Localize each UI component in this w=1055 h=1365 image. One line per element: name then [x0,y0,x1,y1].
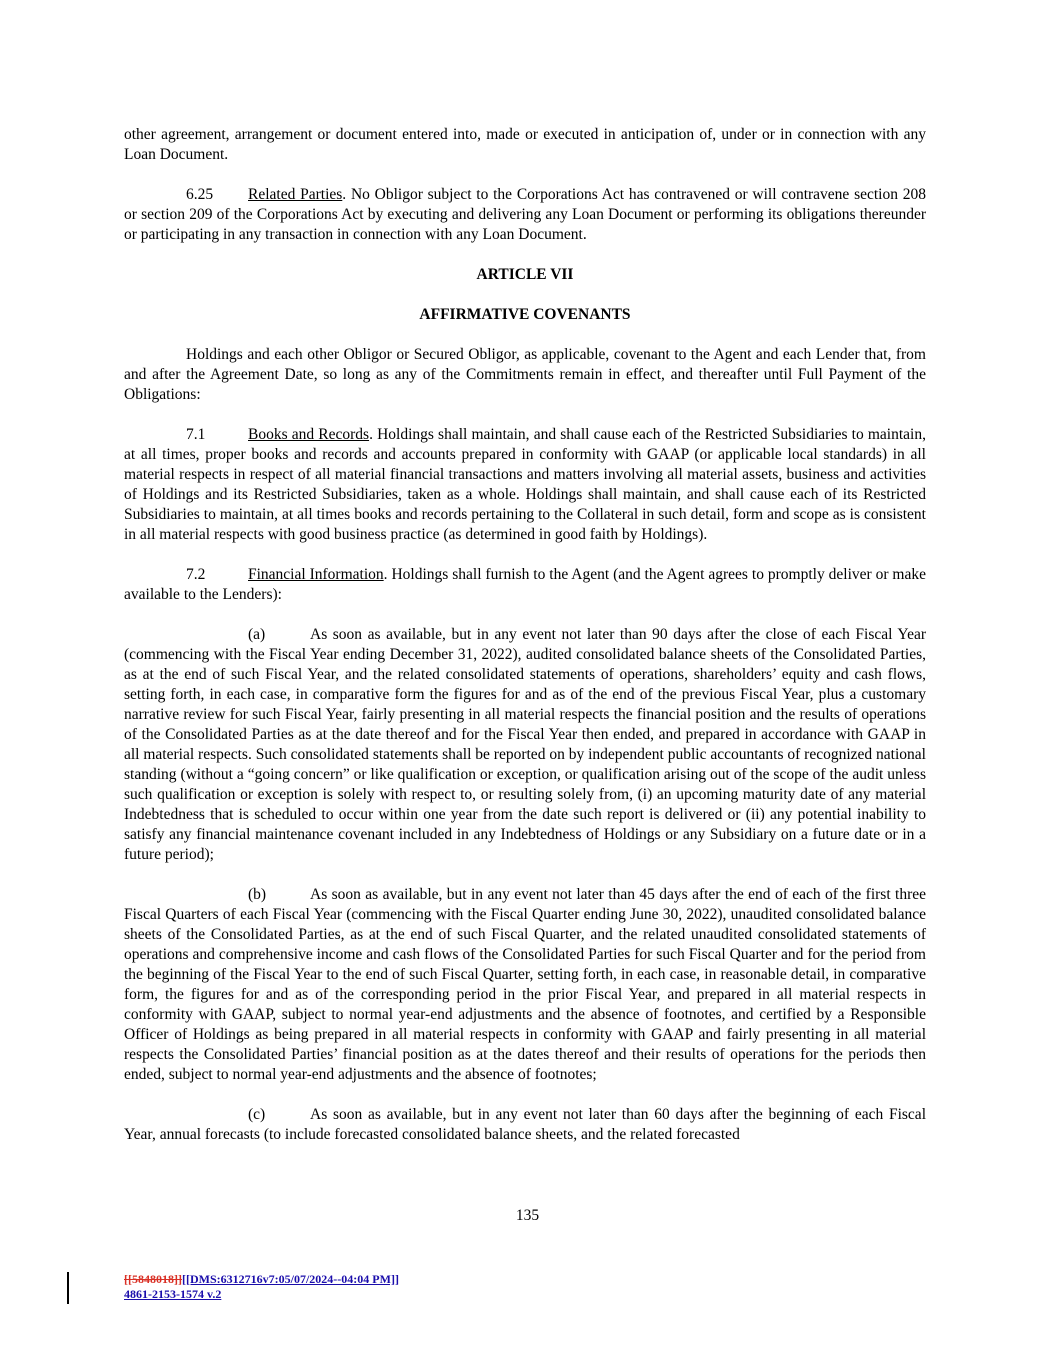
clause-label: (b) [248,886,267,903]
section-number: 7.2 [186,566,206,583]
article-intro: Holdings and each other Obligor or Secured Obligor, as applicable, covenant to the Agent and each Lender that, from and after the Agreement Date, so long as any of the Commitments remain in effect, and thereafter until Full Payment of the Obligations: [124,346,926,403]
section-text: . No Obligor subject to the Corporations Act has contravened or will contravene section 208 or section 209 of the Corporations Act by executing and delivering any Loan Document or performing its obligations thereunder or participating in any transaction in connection with any Loan Document. [124,186,926,243]
article-title: AFFIRMATIVE COVENANTS [419,306,631,323]
page-number: 135 [515,1207,540,1224]
section-7-1 [124,425,926,545]
section-text: . Holdings shall furnish to the Agent (and the Agent agrees to promptly deliver or make available to the Lenders): [124,566,927,603]
deleted-ref: [[5848018]] [124,1272,182,1286]
section-6-25 [124,185,926,245]
clause-label: (c) [248,1106,266,1123]
section-heading: Related Parties [248,186,343,203]
paragraph-continuation: other agreement, arrangement or document entered into, made or executed in anticipation of, under or in connection with any Loan Document. [124,126,926,163]
footer-ref-line [124,1272,399,1287]
clause-text: As soon as available, but in any event not later than 45 days after the end of each of the first three Fiscal Quarters of each Fiscal Year (commencing with the Fiscal Quarter ending June 30, 2022), unaudited consolidated balance sheets of the Consolidated Parties, as at the end of such Fiscal Quarter, and the related unaudited consolidated statements of operations and comprehensive income and cash flows of the Consolidated Parties for such Fiscal Quarter and for the period from the beginning of the Fiscal Year to the end of such Fiscal Quarter, setting forth, in each case, in reasonable detail, in comparative form, the figures for and as of the corresponding period in the prior Fiscal Year, and prepared in all material respects in conformity with GAAP, subject to normal year-end adjustments and the absence of footnotes, and certified by a Responsible Officer of Holdings as being prepared in all material respects in conformity with GAAP and fairly presenting in all material respects the Consolidated Parties’ financial position as at the dates thereof and their results of operations for the periods then ended, subject to normal year-end adjustments and the absence of footnotes; [124,886,926,1083]
clause-text: As soon as available, but in any event not later than 60 days after the beginning of each Fiscal Year, annual forecasts (to include forecasted consolidated balance sheets, and the related forecasted [124,1106,926,1143]
clause-a [124,625,926,865]
section-heading: Financial Information [248,566,384,583]
document-body [124,125,926,1145]
inserted-ref: [[DMS:6312716v7:05/07/2024--04:04 PM]] [181,1272,399,1286]
section-number: 6.25 [186,186,214,203]
change-bar [67,1272,69,1304]
section-text: . Holdings shall maintain, and shall cause each of the Restricted Subsidiaries to maintain, at all times, proper books and records and accounts prepared in conformity with GAAP (or applicable local standards) in all material respects in respect of all material financial transactions and matters involving all material assets, business and activities of Holdings and its Restricted Subsidiaries, taken as a whole. Holdings shall maintain, and shall cause each of its Restricted Subsidiaries to maintain, at all times books and records pertaining to the Collateral in such detail, form and scope as is consistent in all material respects with good business practice (as determined in good faith by Holdings). [124,426,926,543]
clause-b [124,885,926,1085]
article-number: ARTICLE VII [476,266,574,283]
clause-text: As soon as available, but in any event not later than 90 days after the close of each Fiscal Year (commencing with the Fiscal Year ending December 31, 2022), audited consolidated balance sheets of the Consolidated Parties, as at the end of such Fiscal Year, and the related consolidated statements of operations, shareholders’ equity and cash flows, setting forth, in each case, in comparative form the figures for and as of the end of the previous Fiscal Year, plus a customary narrative review for such Fiscal Year, fairly presenting in all material respects the financial position and the results of operations of the Consolidated Parties as at the date thereof and for the Fiscal Year then ended, and prepared in accordance with GAAP in all material respects. Such consolidated statements shall be reported on by independent public accountants of recognized national standing (without a “going concern” or like qualification or exception, or qualification arising out of the scope of the audit unless such qualification or exception is solely with respect to, or resulting solely from, (i) an upcoming maturity date of any material Indebtedness that is scheduled to occur within one year from the date such report is delivered or (ii) any potential inability to satisfy any financial maintenance covenant included in any Indebtedness of Holdings or any Subsidiary on a future date or in a future period); [124,626,926,863]
doc-id: 4861-2153-1574 v.2 [124,1287,222,1301]
section-heading: Books and Records [248,426,370,443]
section-7-2 [124,565,926,605]
document-footer [124,1272,399,1302]
clause-label: (a) [248,626,266,643]
clause-c [124,1105,926,1145]
section-number: 7.1 [186,426,206,443]
